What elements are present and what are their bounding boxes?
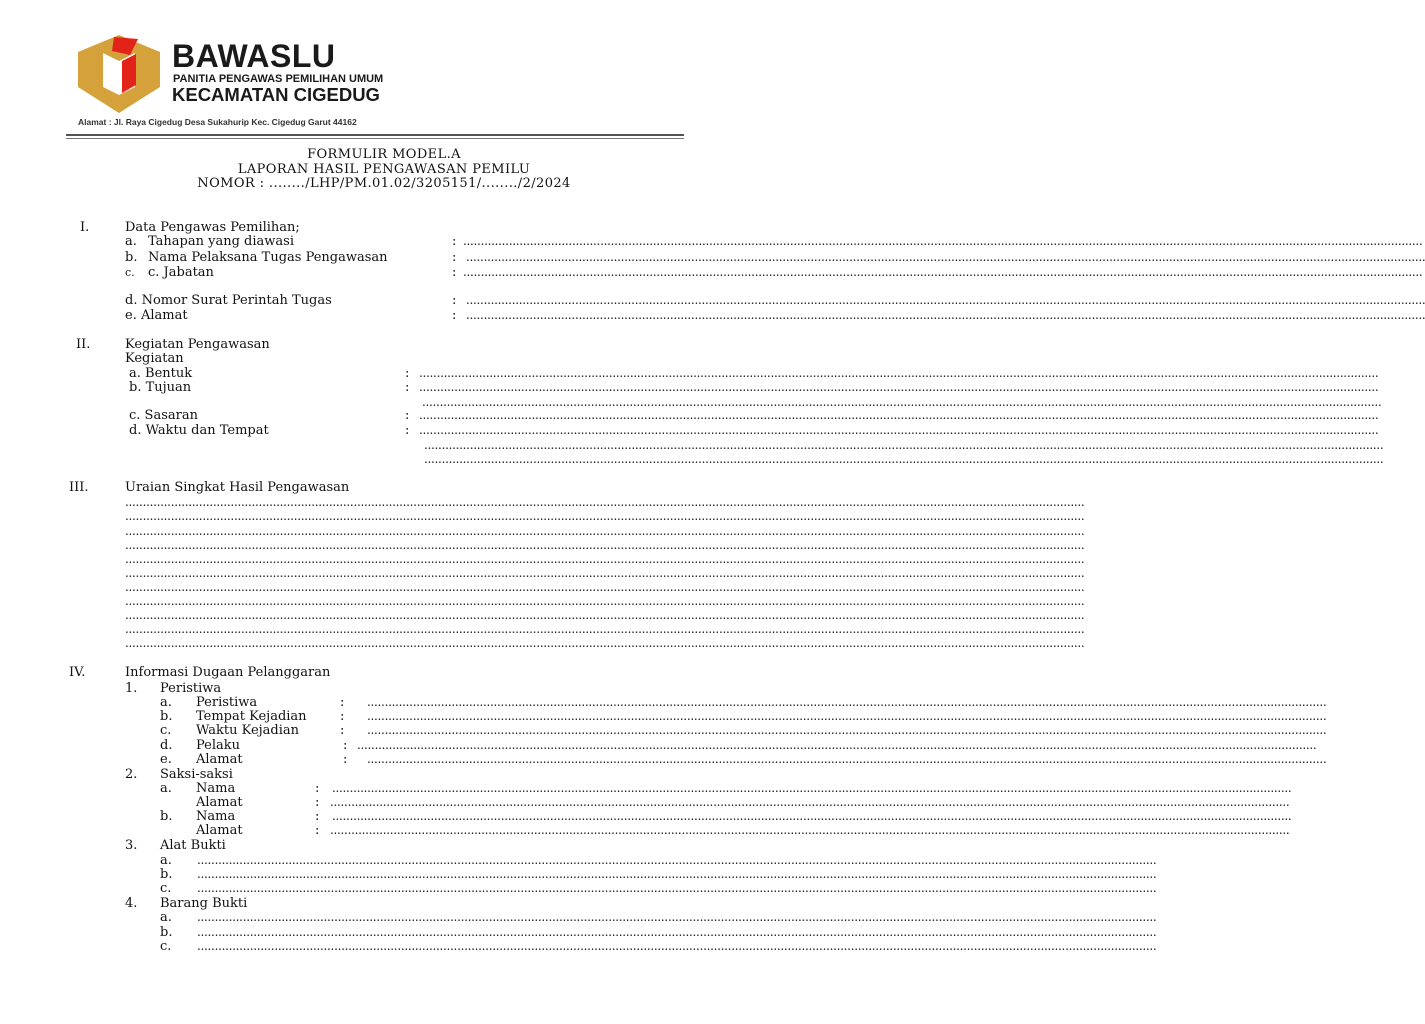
s1-item-label: Tahapan yang diawasi — [148, 234, 294, 249]
section-2-title: Kegiatan Pengawasan — [125, 337, 270, 352]
s4-item-label: Nama — [196, 809, 236, 824]
fill-line[interactable]: ................................................................................................................................................................................................................................................................................. — [125, 495, 1085, 509]
s4-sub-number: 3. — [125, 838, 138, 853]
s4-item-label: Alamat — [196, 823, 243, 838]
colon: : — [405, 408, 410, 423]
bawaslu-logo — [78, 35, 160, 113]
fill-line[interactable]: ................................................................................................................................................................................................................................................................................. — [125, 552, 1085, 566]
colon: : — [340, 723, 345, 738]
fill-line[interactable]: ................................................................................................................................................................................................................................................................................. — [330, 823, 1290, 837]
report-title: LAPORAN HASIL PENGAWASAN PEMILU — [237, 162, 531, 177]
s1-item-label: Nama Pelaksana Tugas Pengawasan — [148, 250, 388, 265]
fill-line[interactable]: ................................................................................................................................................................................................................................................................................. — [125, 622, 1085, 636]
colon: : — [315, 795, 320, 810]
fill-line[interactable]: ................................................................................................................................................................................................................................................................................. — [197, 853, 1157, 867]
header-address: Alamat : Jl. Raya Cigedug Desa Sukahurip Kec. Cigedug Garut 44162 — [78, 117, 357, 127]
s4-item-letter: b. — [160, 867, 173, 882]
s4-item-letter: a. — [160, 695, 172, 710]
s4-item-label: Nama — [196, 781, 236, 796]
colon: : — [340, 709, 345, 724]
s4-item-letter: a. — [160, 853, 172, 868]
s1-item-letter: a. — [125, 234, 137, 249]
fill-line[interactable]: ................................................................................................................................................................................................................................................................................. — [367, 695, 1327, 709]
colon: : — [340, 695, 345, 710]
s4-item-letter: b. — [160, 809, 173, 824]
fill-line[interactable]: ................................................................................................................................................................................................................................................................................. — [466, 293, 1425, 307]
fill-line[interactable]: ................................................................................................................................................................................................................................................................................. — [332, 809, 1292, 823]
s4-sub-number: 4. — [125, 896, 138, 911]
fill-line[interactable]: ................................................................................................................................................................................................................................................................................. — [419, 380, 1379, 394]
colon: : — [452, 308, 457, 323]
s1-item-label: e. Alamat — [125, 308, 188, 323]
fill-line[interactable]: ................................................................................................................................................................................................................................................................................. — [125, 608, 1085, 622]
fill-line[interactable]: ................................................................................................................................................................................................................................................................................. — [357, 738, 1317, 752]
fill-line[interactable]: ................................................................................................................................................................................................................................................................................. — [125, 580, 1085, 594]
section-3-number: III. — [69, 480, 89, 495]
s1-item-letter: b. — [125, 250, 138, 265]
fill-line[interactable]: ................................................................................................................................................................................................................................................................................. — [367, 709, 1327, 723]
header-divider — [66, 134, 684, 136]
s4-item-letter: a. — [160, 910, 172, 925]
section-2-number: II. — [76, 337, 91, 352]
s4-item-label: Waktu Kejadian — [196, 723, 300, 738]
s4-item-label: Alamat — [196, 752, 243, 767]
s4-sub-title: Alat Bukti — [160, 838, 226, 853]
colon: : — [343, 738, 348, 753]
fill-line[interactable]: ................................................................................................................................................................................................................................................................................. — [125, 538, 1085, 552]
fill-line[interactable]: ................................................................................................................................................................................................................................................................................. — [466, 308, 1425, 322]
s4-item-letter: a. — [160, 781, 172, 796]
colon: : — [343, 752, 348, 767]
fill-line[interactable]: ................................................................................................................................................................................................................................................................................. — [367, 752, 1327, 766]
s4-sub-title: Peristiwa — [160, 681, 222, 696]
fill-line[interactable]: ................................................................................................................................................................................................................................................................................. — [125, 509, 1085, 523]
s4-item-letter: b. — [160, 925, 173, 940]
colon: : — [452, 250, 457, 265]
s2-item-label: d. Waktu dan Tempat — [129, 423, 269, 438]
colon: : — [452, 265, 457, 280]
s4-item-letter: c. — [160, 881, 172, 896]
fill-line[interactable]: ................................................................................................................................................................................................................................................................................. — [197, 867, 1157, 881]
fill-line[interactable]: ................................................................................................................................................................................................................................................................................. — [125, 566, 1085, 580]
section-1-number: I. — [80, 220, 90, 235]
s4-item-letter: c. — [160, 939, 172, 954]
s4-item-letter: b. — [160, 709, 173, 724]
fill-line[interactable]: ................................................................................................................................................................................................................................................................................. — [332, 781, 1292, 795]
colon: : — [405, 423, 410, 438]
section-1-title: Data Pengawas Pemilihan; — [125, 220, 300, 235]
fill-line[interactable]: ................................................................................................................................................................................................................................................................................. — [197, 925, 1157, 939]
s1-item-letter: c. — [125, 266, 135, 279]
colon: : — [315, 781, 320, 796]
s4-item-label: Peristiwa — [196, 695, 258, 710]
s4-sub-title: Saksi-saksi — [160, 767, 233, 782]
fill-line[interactable]: ................................................................................................................................................................................................................................................................................. — [367, 723, 1327, 737]
colon: : — [405, 366, 410, 381]
colon: : — [315, 809, 320, 824]
s4-sub-number: 2. — [125, 767, 138, 782]
report-number: NOMOR : ......../LHP/PM.01.02/3205151/......../2/2024 — [197, 176, 571, 191]
fill-line[interactable]: ................................................................................................................................................................................................................................................................................. — [419, 366, 1379, 380]
fill-line[interactable]: ................................................................................................................................................................................................................................................................................. — [125, 636, 1085, 650]
fill-line[interactable]: ................................................................................................................................................................................................................................................................................. — [197, 881, 1157, 895]
fill-line[interactable]: ................................................................................................................................................................................................................................................................................. — [125, 594, 1085, 608]
fill-line[interactable]: ................................................................................................................................................................................................................................................................................. — [197, 910, 1157, 924]
colon: : — [452, 234, 457, 249]
fill-line[interactable]: ................................................................................................................................................................................................................................................................................. — [125, 524, 1085, 538]
s4-sub-number: 1. — [125, 681, 138, 696]
fill-line[interactable]: ................................................................................................................................................................................................................................................................................. — [330, 795, 1290, 809]
header-divider-thin — [66, 138, 684, 139]
section-3-title: Uraian Singkat Hasil Pengawasan — [125, 480, 350, 495]
section-4-number: IV. — [69, 665, 86, 680]
s4-item-label: Tempat Kejadian — [196, 709, 307, 724]
fill-line[interactable]: ................................................................................................................................................................................................................................................................................. — [424, 452, 1384, 466]
fill-line[interactable]: ................................................................................................................................................................................................................................................................................. — [422, 395, 1382, 409]
s4-sub-title: Barang Bukti — [160, 896, 248, 911]
colon: : — [452, 293, 457, 308]
fill-line[interactable]: ................................................................................................................................................................................................................................................................................. — [424, 438, 1384, 452]
s4-item-label: Alamat — [196, 795, 243, 810]
s4-item-letter: e. — [160, 752, 172, 767]
fill-line[interactable]: ................................................................................................................................................................................................................................................................................. — [197, 939, 1157, 953]
s2-item-label: c. Sasaran — [129, 408, 198, 423]
fill-line[interactable]: ................................................................................................................................................................................................................................................................................. — [463, 234, 1423, 248]
s4-item-letter: d. — [160, 738, 173, 753]
section-4-title: Informasi Dugaan Pelanggaran — [125, 665, 331, 680]
section-2-subtitle: Kegiatan — [125, 351, 184, 366]
s2-item-label: a. Bentuk — [129, 366, 193, 381]
fill-line[interactable]: ................................................................................................................................................................................................................................................................................. — [419, 408, 1379, 422]
brand-subtitle: PANITIA PENGAWAS PEMILIHAN UMUM — [173, 73, 384, 85]
brand-kecamatan: KECAMATAN CIGEDUG — [172, 84, 380, 105]
fill-line[interactable]: ................................................................................................................................................................................................................................................................................. — [419, 423, 1379, 437]
s1-item-label: d. Nomor Surat Perintah Tugas — [125, 293, 332, 308]
s1-item-label: c. Jabatan — [148, 265, 214, 280]
s4-item-letter: c. — [160, 723, 172, 738]
fill-line[interactable]: ................................................................................................................................................................................................................................................................................. — [466, 250, 1425, 264]
brand-name: BAWASLU — [172, 38, 336, 74]
s4-item-label: Pelaku — [196, 738, 241, 753]
colon: : — [315, 823, 320, 838]
form-model-title: FORMULIR MODEL.A — [307, 147, 461, 162]
fill-line[interactable]: ................................................................................................................................................................................................................................................................................. — [463, 265, 1423, 279]
s2-item-label: b. Tujuan — [129, 380, 192, 395]
colon: : — [405, 380, 410, 395]
